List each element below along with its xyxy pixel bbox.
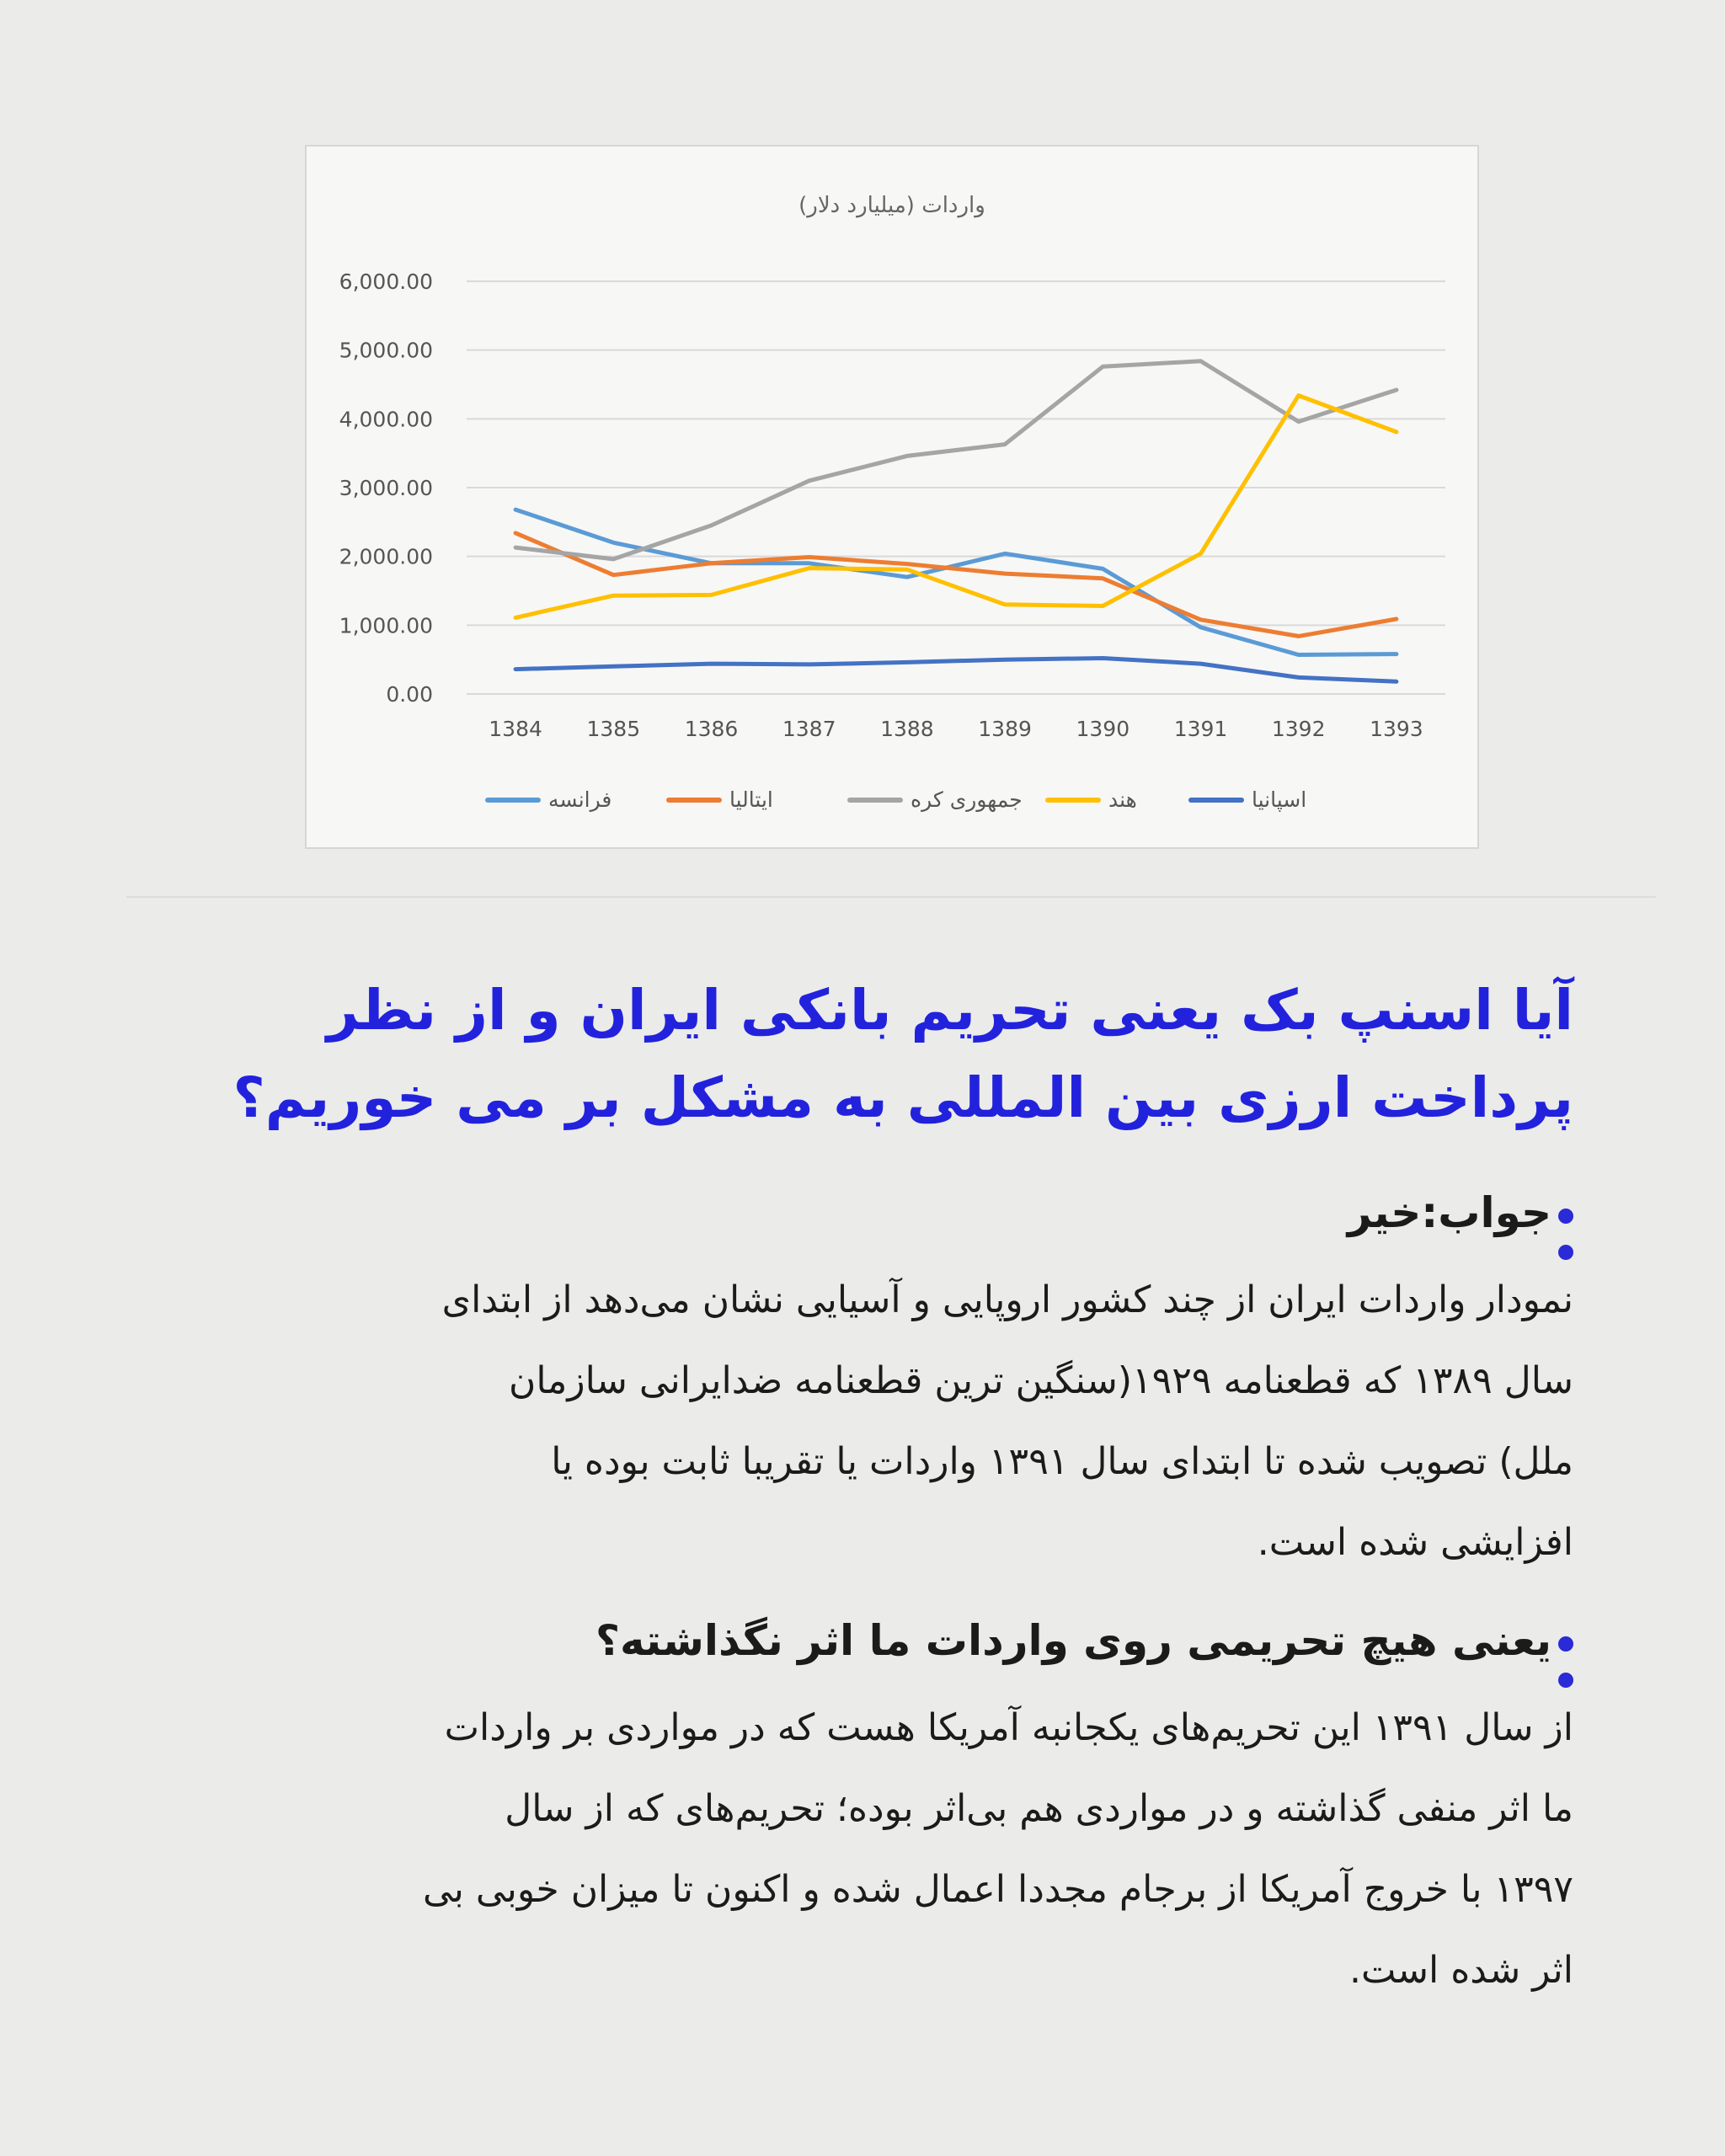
x-tick-label: 1393 <box>1370 717 1423 741</box>
y-tick-label: 1,000.00 <box>339 613 433 638</box>
x-tick-label: 1390 <box>1076 717 1130 741</box>
question2-title: یعنی هیچ تحریمی روی واردات ما اثر نگذاشته؟ <box>595 1616 1551 1665</box>
y-tick-label: 6,000.00 <box>339 270 433 294</box>
answer-title: جواب:خیر <box>1347 1188 1551 1237</box>
headline-line-2: پرداخت ارزی بین المللی به مشکل بر می خوریم؟ <box>232 1065 1573 1130</box>
series-line-3 <box>515 361 1397 559</box>
question2-line-3: ۱۳۹۷ با خروج آمریکا از برجام مجددا اعمال شده و اکنون تا میزان خوبی بی <box>423 1868 1573 1911</box>
chart-title: واردات (میلیارد دلار) <box>798 193 985 218</box>
x-tick-label: 1384 <box>489 717 542 741</box>
answer-line-3: ملل) تصویب شده تا ابتدای سال ۱۳۹۱ واردات یا تقریبا ثابت بوده یا <box>551 1440 1573 1483</box>
line-chart <box>307 147 1477 847</box>
x-tick-label: 1387 <box>782 717 836 741</box>
legend-label: هند <box>1108 787 1137 812</box>
y-tick-label: 2,000.00 <box>339 544 433 569</box>
x-tick-label: 1385 <box>586 717 641 741</box>
question2-line-2: ما اثر منفی گذاشته و در مواردی هم بی‌اثر بوده؛ تحریم‌های که از سال <box>505 1787 1573 1830</box>
legend-label: فرانسه <box>548 787 612 812</box>
bullet-icon <box>1558 1245 1573 1260</box>
answer-line-1 <box>125 1245 1573 1341</box>
answer-body <box>125 1245 1573 1583</box>
answer-section <box>125 1182 1573 1583</box>
chart-card <box>305 145 1479 849</box>
x-tick-label: 1391 <box>1173 717 1228 741</box>
x-tick-label: 1389 <box>978 717 1032 741</box>
series-line-5 <box>515 659 1397 682</box>
question2-section <box>125 1610 1573 2011</box>
question2-title-row <box>125 1610 1573 1671</box>
x-tick-label: 1386 <box>684 717 739 741</box>
x-tick-label: 1392 <box>1271 717 1326 741</box>
question2-line-4: اثر شده است. <box>1348 1949 1573 1992</box>
y-tick-label: 0.00 <box>386 682 433 707</box>
answer-line-2: سال ۱۳۸۹ که قطعنامه ۱۹۲۹(سنگین ترین قطعنامه ضدایرانی سازمان <box>509 1359 1573 1402</box>
answer-title-row <box>125 1182 1573 1243</box>
series-line-4 <box>515 396 1397 618</box>
legend-label: اسپانیا <box>1252 787 1307 812</box>
bullet-icon <box>1558 1209 1573 1224</box>
divider <box>126 896 1656 898</box>
y-tick-label: 3,000.00 <box>339 476 433 500</box>
bullet-icon <box>1558 1673 1573 1688</box>
question2-body <box>125 1673 1573 2011</box>
answer-line-4: افزایشی شده است. <box>1257 1521 1573 1564</box>
question2-line-1 <box>125 1673 1573 1769</box>
headline-line-1: آیا اسنپ بک یعنی تحریم بانکی ایران و از نظر <box>326 978 1573 1043</box>
bullet-icon <box>1558 1636 1573 1652</box>
series-line-1 <box>515 510 1397 654</box>
headline <box>125 967 1573 1142</box>
answer-text-1: نمودار واردات ایران از چند کشور اروپایی و آسیایی نشان می‌دهد از ابتدای <box>441 1278 1573 1321</box>
legend-label: جمهوری کره <box>911 787 1023 812</box>
question2-text-1: از سال ۱۳۹۱ این تحریم‌های یکجانبه آمریکا هست که در مواردی بر واردات <box>444 1706 1573 1749</box>
y-tick-label: 4,000.00 <box>339 407 433 432</box>
legend-label: ایتالیا <box>729 787 773 812</box>
y-tick-label: 5,000.00 <box>339 338 433 363</box>
x-tick-label: 1388 <box>880 717 934 741</box>
